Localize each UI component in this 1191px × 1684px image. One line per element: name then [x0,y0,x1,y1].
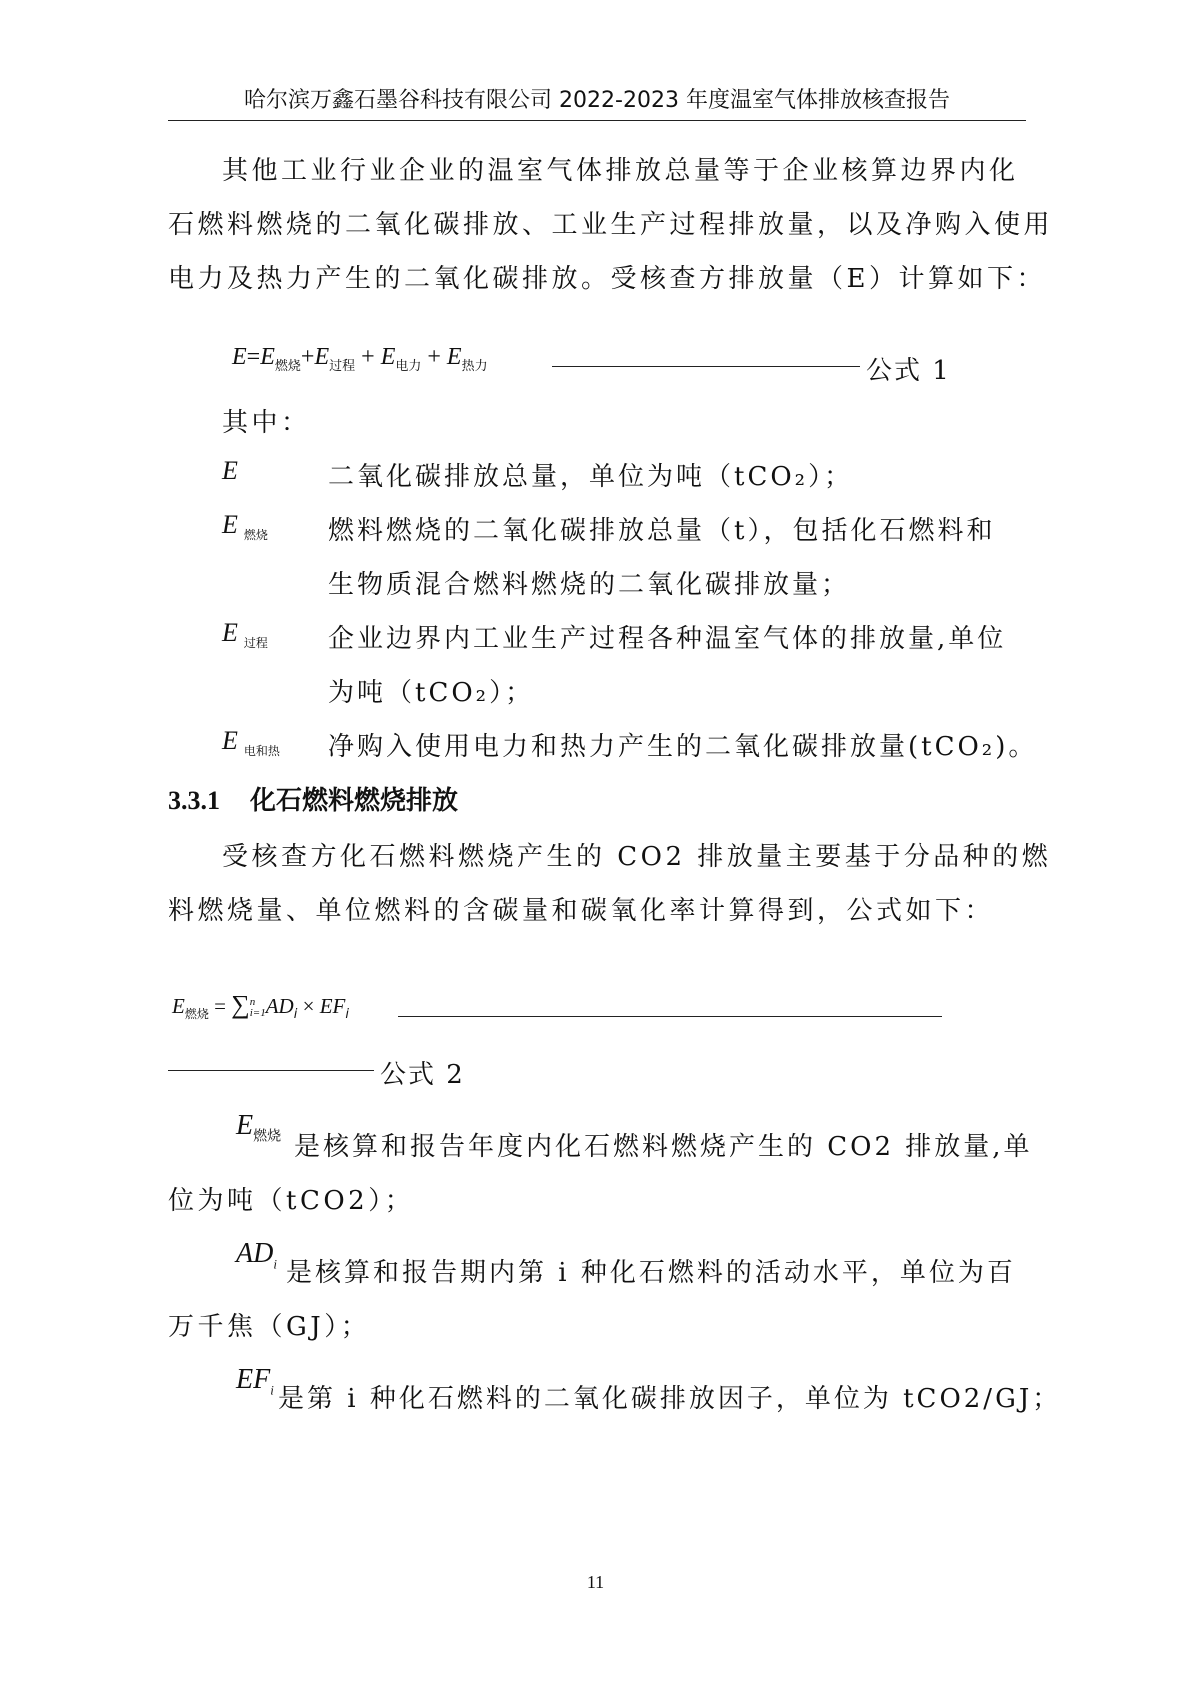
def-text-combustion-1: 燃料燃烧的二氧化碳排放总量（t），包括化石燃料和 [328,516,996,546]
def-symbol-e-power-heat: E $_{电和热}$ [222,726,280,759]
explanation-ef-line-1: 是第 i 种化石燃料的二氧化碳排放因子，单位为 tCO2/GJ； [278,1384,1062,1414]
explanation-e-combustion [236,1110,281,1146]
def-text-power-heat-1: 净购入使用电力和热力产生的二氧化碳排放量(tCO₂)。 [328,732,1038,762]
explanation-e-combustion-line-1: 是核算和报告年度内化石燃料燃烧产生的 CO2 排放量,单 [294,1132,1033,1162]
def-text-e-1: 二氧化碳排放总量，单位为吨（tCO₂）； [328,462,854,492]
explanation-ad-symbol: $AD_i$ [236,1238,277,1272]
section-text-line-1: 受核查方化石燃料燃烧产生的 CO2 排放量主要基于分品种的燃 [222,842,1052,872]
formula-2-leader-1 [398,1016,942,1017]
def-symbol-e-process: E $_{过程}$ [222,618,268,651]
section-number: 3.3.1 [168,786,220,815]
intro-line-3: 电力及热力产生的二氧化碳排放。受核查方排放量（E）计算如下： [168,264,1046,294]
explanation-e-combustion-line-2: 位为吨（tCO2）； [168,1186,415,1216]
explanation-ad [236,1238,277,1273]
explanation-ef [236,1364,274,1399]
intro-line-2: 石燃料燃烧的二氧化碳排放、工业生产过程排放量，以及净购入使用 [168,210,1054,240]
section-heading [168,780,458,817]
formula-2: $E_{燃烧} = \sum n$ $i=1AD_i \times EF_i$ [172,990,349,1023]
section-title: 化石燃料燃烧排放 [250,786,459,816]
def-text-process-1: 企业边界内工业生产过程各种温室气体的排放量,单位 [328,624,1007,654]
formula-2-leader-2 [168,1070,374,1071]
where-label: 其中： [222,408,311,438]
formula-1-label: 公式 1 [866,356,951,386]
def-text-combustion-2: 生物质混合燃料燃烧的二氧化碳排放量； [328,570,851,600]
def-symbol-e-combustion: E $_{燃烧}$ [222,510,268,543]
def-text-process-2: 为吨（tCO₂）； [328,678,535,708]
intro-line-1: 其他工业行业企业的温室气体排放总量等于企业核算边界内化 [222,156,1019,186]
explanation-ad-line-1: 是核算和报告期内第 i 种化石燃料的活动水平，单位为百 [286,1258,1016,1288]
formula-1-leader [552,366,860,367]
def-symbol-e: E [222,456,238,485]
explanation-e-combustion-symbol: $E_{燃烧}$ [236,1110,282,1145]
page-number: 11 [586,1572,605,1592]
section-text-line-2: 料燃烧量、单位燃料的含碳量和碳氧化率计算得到，公式如下： [168,896,995,926]
page-header [168,86,1026,121]
explanation-ad-line-2: 万千焦（GJ）； [168,1312,371,1342]
explanation-ef-symbol: $EF_i$ [236,1364,274,1398]
formula-1: $E=E_{燃烧}+E_{过程} + E_{电力} + E_{热力}$ [232,344,488,374]
formula-2-label: 公式 2 [380,1060,465,1090]
header-title: 哈尔滨万鑫石墨谷科技有限公司 2022-2023 年度温室气体排放核查报告 [244,88,950,113]
